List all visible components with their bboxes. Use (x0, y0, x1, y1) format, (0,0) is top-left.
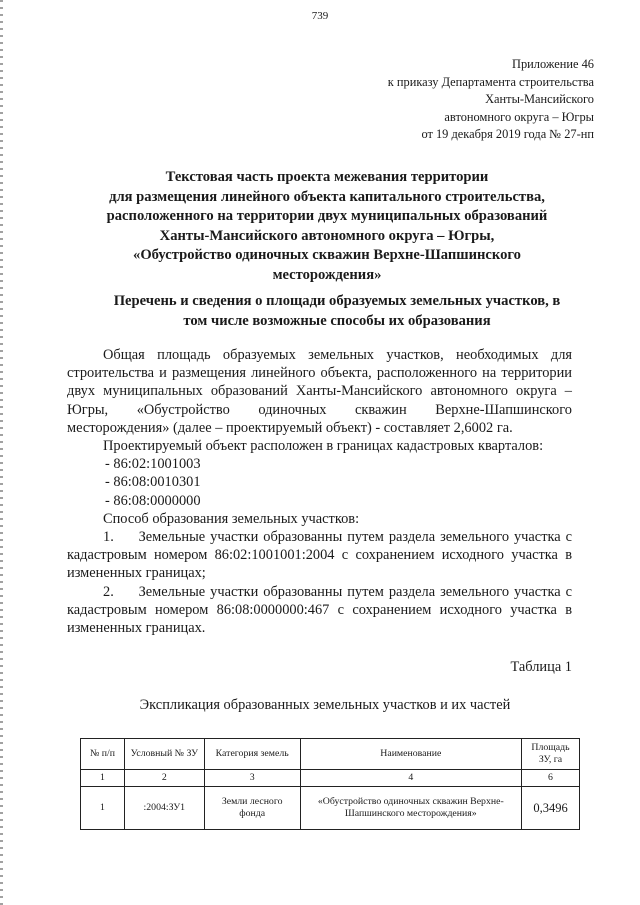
title-line: Ханты-Мансийского автономного округа – Югры, (159, 227, 495, 244)
quarter-item: - 86:08:0000000 (105, 492, 201, 509)
table-caption: Экспликация образованных земельных участков и их частей (139, 697, 511, 713)
table-header-row (81, 739, 580, 770)
paragraph-method: Способ образования земельных участков: (103, 510, 360, 527)
header-cell: Площадь ЗУ, га (522, 739, 580, 770)
method-item: 2. Земельные участки образованны путем раздела земельного участка с кадастровым номером 86:08:0000000:467 с сохранением исходного участка в измененных границах. (67, 583, 572, 637)
header-cell: Наименование (300, 739, 521, 770)
paragraph-quarters: Проектируемый объект расположен в границах кадастровых кварталов: (103, 438, 544, 455)
header-cell: № п/п (81, 739, 125, 770)
section-heading (92, 292, 582, 331)
header-cell: Категория земель (204, 739, 300, 770)
title-line: месторождения» (272, 266, 382, 283)
column-number-cell: 2 (124, 770, 204, 787)
column-number-cell: 1 (81, 770, 125, 787)
land-category-cell: Земли лесного фонда (204, 787, 300, 830)
appendix-line: Ханты-Мансийского (485, 92, 594, 106)
column-number-cell: 4 (300, 770, 521, 787)
appendix-line: к приказу Департамента строительства (387, 74, 594, 89)
appendix-block (388, 56, 594, 144)
section-heading-line: том числе возможные способы их образования (183, 312, 491, 329)
table-label: Таблица 1 (510, 659, 572, 675)
scan-edge-marks (0, 0, 3, 905)
appendix-line: Приложение 46 (512, 57, 594, 71)
quarter-item: - 86:02:1001003 (105, 456, 201, 473)
title-line: расположенного на территории двух муниципальных образований (106, 208, 548, 225)
column-number-cell: 3 (204, 770, 300, 787)
object-name-cell: «Обустройство одиночных скважин Верхне-Шапшинского месторождения» (300, 787, 521, 830)
document-title (92, 168, 562, 286)
section-heading-line: Перечень и сведения о площади образуемых земельных участков, в (113, 293, 561, 309)
table-row (81, 787, 580, 830)
paragraph-total-area: Общая площадь образуемых земельных участков, необходимых для строительства и размещения линейного объекта, расположенного на территории двух муниципальных образований Ханты-Мансийского автономного округа – Югры, «Обустройство одиночных скважин Верхне-Шапшинского месторождения» (далее – проектируемый объект) - составляет 2,6002 га. (67, 347, 572, 436)
header-cell: Условный № ЗУ (124, 739, 204, 770)
title-line: Текстовая часть проекта межевания территории (165, 169, 489, 185)
appendix-line: автономного округа – Югры (444, 109, 594, 124)
explication-table (80, 738, 580, 830)
area-cell: 0,3496 (522, 787, 580, 830)
title-line: «Обустройство одиночных скважин Верхне-Шапшинского (133, 247, 521, 264)
method-item: 1. Земельные участки образованны путем раздела земельного участка с кадастровым номером 86:02:1001001:2004 с сохранением исходного участка в измененных границах; (67, 529, 572, 582)
appendix-line: от 19 декабря 2019 года № 27-нп (421, 127, 594, 141)
body-text (67, 346, 572, 637)
quarter-item: - 86:08:0010301 (105, 474, 201, 491)
column-number-cell: 6 (522, 770, 580, 787)
table-column-numbers-row (81, 770, 580, 787)
title-line: для размещения линейного объекта капитального строительства, (109, 188, 545, 205)
page-number: 739 (311, 10, 329, 22)
zu-number-cell: :2004:ЗУ1 (124, 787, 204, 830)
row-number-cell: 1 (81, 787, 125, 830)
